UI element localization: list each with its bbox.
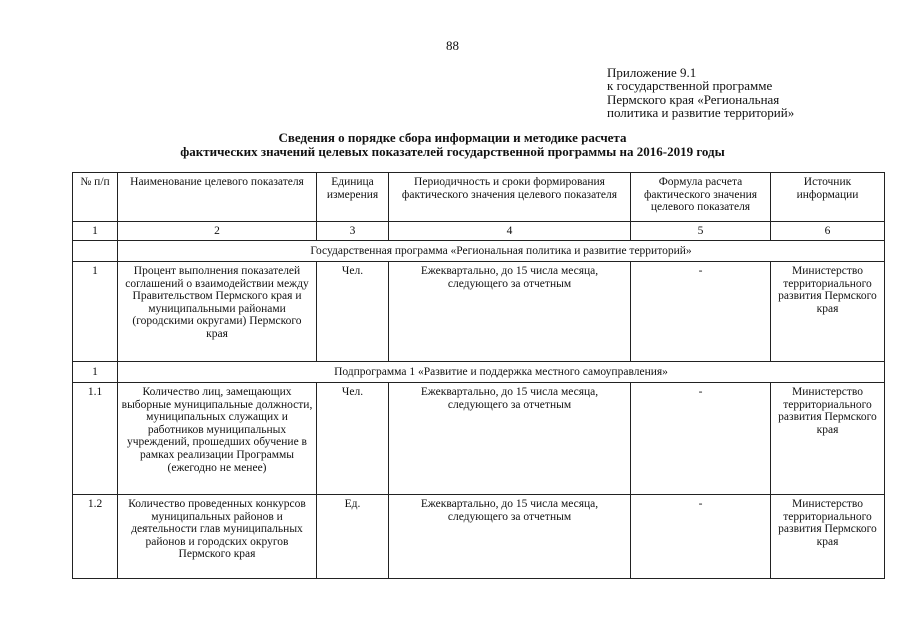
column-number: 5 <box>631 222 771 241</box>
row-formula: - <box>631 383 771 495</box>
title-line-2: фактических значений целевых показателей государственной программы на 2016-2019 годы <box>180 144 725 159</box>
row-name: Процент выполнения показателей соглашений о взаимодействии между Правительством Пермского края и муниципальными районами (городскими округами) Пермского края <box>118 262 317 362</box>
column-number: 6 <box>771 222 885 241</box>
header-formula: Формула расчета фактического значения целевого показателя <box>631 173 771 222</box>
row-formula: - <box>631 495 771 579</box>
document-title <box>0 131 905 159</box>
row-num: 1.1 <box>73 383 118 495</box>
row-name: Количество лиц, замещающих выборные муниципальные должности, муниципальных служащих и работников муниципальных учреждений, прошедших обучение в рамках реализации Программы (ежегодно не менее) <box>118 383 317 495</box>
section-num <box>73 241 118 262</box>
header-name: Наименование целевого показателя <box>118 173 317 222</box>
row-source: Министерство территориального развития Пермского края <box>771 495 885 579</box>
table-row <box>73 262 885 362</box>
row-num: 1 <box>73 262 118 362</box>
annex-caption <box>607 66 877 120</box>
table-row <box>73 495 885 579</box>
header-source: Источник информации <box>771 173 885 222</box>
table-row <box>73 383 885 495</box>
header-num: № п/п <box>73 173 118 222</box>
annex-line: политика и развитие территорий» <box>607 105 795 121</box>
table-header-row <box>73 173 885 222</box>
row-periodicity: Ежеквартально, до 15 числа месяца, следующего за отчетным <box>389 383 631 495</box>
row-periodicity: Ежеквартально, до 15 числа месяца, следующего за отчетным <box>389 262 631 362</box>
header-unit: Единица измерения <box>317 173 389 222</box>
title-line-1: Сведения о порядке сбора информации и методике расчета <box>278 130 627 145</box>
column-number: 2 <box>118 222 317 241</box>
row-num: 1.2 <box>73 495 118 579</box>
annex-line: к государственной программе <box>607 78 773 94</box>
annex-line: Пермского края «Региональная <box>607 91 780 107</box>
program-section-row <box>73 241 885 262</box>
column-number: 1 <box>73 222 118 241</box>
section-num: 1 <box>73 362 118 383</box>
row-formula: - <box>631 262 771 362</box>
subprogram-section-title: Подпрограмма 1 «Развитие и поддержка местного самоуправления» <box>118 362 885 383</box>
row-unit: Чел. <box>317 383 389 495</box>
column-number: 3 <box>317 222 389 241</box>
column-number: 4 <box>389 222 631 241</box>
header-periodicity: Периодичность и сроки формирования фактического значения целевого показателя <box>389 173 631 222</box>
subprogram-section-row <box>73 362 885 383</box>
column-number-row <box>73 222 885 241</box>
row-source: Министерство территориального развития Пермского края <box>771 262 885 362</box>
row-unit: Чел. <box>317 262 389 362</box>
row-periodicity: Ежеквартально, до 15 числа месяца, следующего за отчетным <box>389 495 631 579</box>
page-number: 88 <box>446 38 459 53</box>
program-section-title: Государственная программа «Региональная политика и развитие территорий» <box>118 241 885 262</box>
row-source: Министерство территориального развития Пермского края <box>771 383 885 495</box>
indicators-table <box>72 172 885 579</box>
row-name: Количество проведенных конкурсов муниципальных районов и деятельности глав муниципальных районов и городских округов Пермского края <box>118 495 317 579</box>
annex-line: Приложение 9.1 <box>607 65 697 80</box>
row-unit: Ед. <box>317 495 389 579</box>
